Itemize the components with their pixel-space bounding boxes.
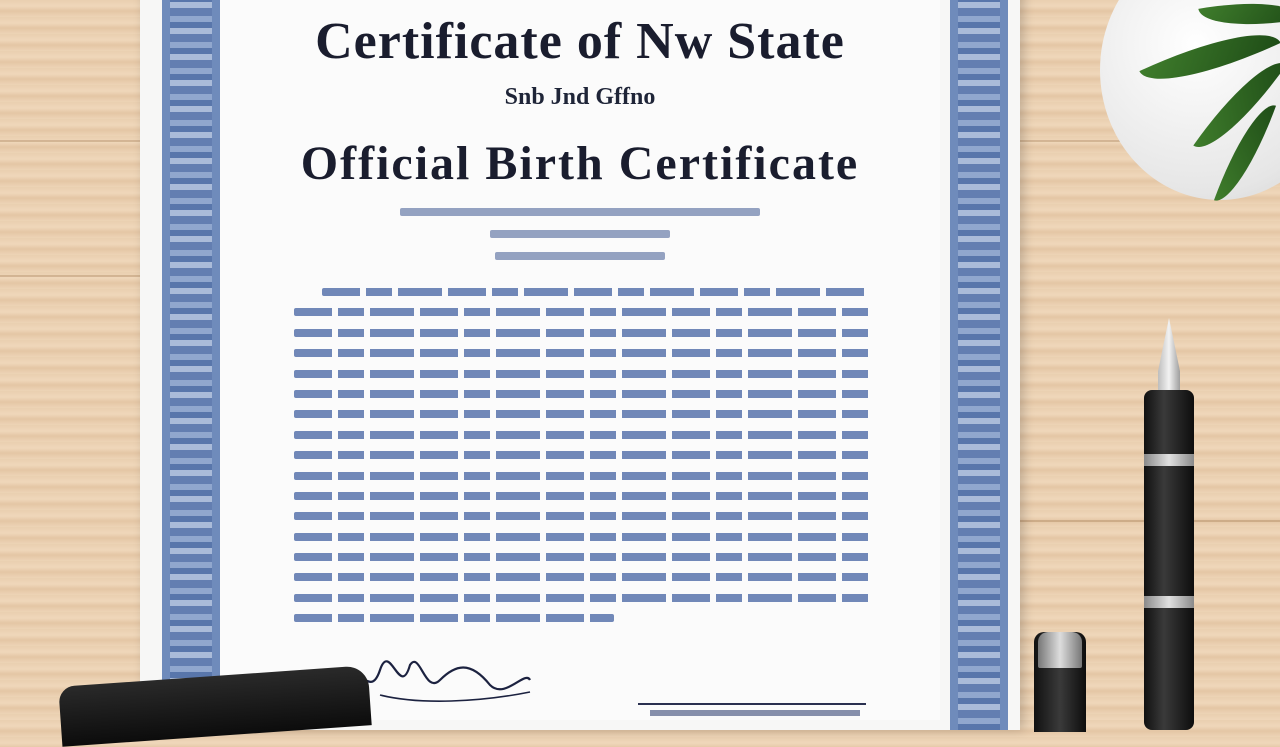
fountain-pen-icon: [1144, 390, 1194, 730]
body-text-line: [294, 390, 870, 398]
body-text-line: [294, 553, 870, 561]
body-text-line: [294, 349, 870, 357]
body-text-line: [294, 472, 870, 480]
body-text-line: [294, 329, 870, 337]
signature-line: [638, 703, 866, 705]
meta-text-line: [400, 208, 760, 216]
meta-text-line: [490, 230, 670, 238]
desk-plank-line: [0, 140, 140, 142]
body-text-line: [294, 594, 870, 602]
body-text-line: [294, 614, 614, 622]
pen-cap-clip: [1038, 632, 1082, 668]
pen-ring: [1144, 596, 1194, 608]
certificate-subtitle: Snb Jnd Gffno: [504, 84, 656, 110]
body-text-line: [294, 308, 870, 316]
body-text-line: [294, 573, 870, 581]
meta-text-line: [495, 252, 665, 260]
body-text-line: [294, 370, 870, 378]
body-text-line: [294, 512, 870, 520]
body-text-line: [294, 533, 870, 541]
body-text-line: [294, 431, 870, 439]
certificate-title: Certificate of Nw State: [315, 13, 845, 70]
desk-plank-line: [0, 275, 140, 277]
body-text-line: [294, 410, 870, 418]
certificate-meta-text-block: [360, 208, 800, 274]
body-text-line: [294, 492, 870, 500]
body-text-line: [294, 451, 870, 459]
signature-caption: [650, 710, 860, 716]
body-text-line: [322, 288, 870, 296]
pen-ring: [1144, 454, 1194, 466]
certificate-body-text: [294, 288, 870, 635]
certificate-main-heading: Official Birth Certificate: [300, 137, 860, 190]
